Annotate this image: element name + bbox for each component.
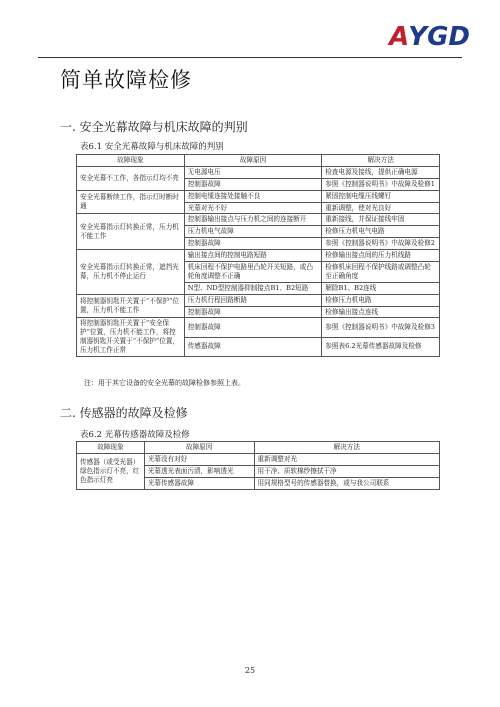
- logo-letter-a: A: [389, 22, 409, 52]
- section-heading-2: 二. 传感器的故障及检修: [60, 406, 188, 420]
- cause-cell: 控制器故障: [184, 238, 322, 250]
- cause-cell: 压力机电气故障: [184, 226, 322, 238]
- table-row: [77, 294, 440, 306]
- col-header-solution: 解决方法: [254, 442, 439, 454]
- table2-caption: 表6.2 光幕传感器故障及检修: [80, 430, 190, 440]
- cause-cell: 控制器故障: [184, 318, 322, 337]
- solution-cell: 检查电源及接线，提供正确电源: [322, 166, 440, 178]
- solution-cell: 检修输出接点连线: [322, 306, 440, 318]
- table-row: [77, 453, 440, 465]
- col-header-solution: 解决方法: [322, 155, 440, 167]
- solution-cell: 重新调整对光: [254, 453, 439, 465]
- cause-cell: 机床回程不保护电路里凸轮开关短路，或凸轮角度调整不正确: [184, 262, 322, 283]
- cause-cell: 光幕对光不好: [184, 202, 322, 214]
- solution-cell: 解除B1、B2连线: [322, 282, 440, 294]
- cause-cell: 控制器输出接点与压力机之间的连接断开: [184, 214, 322, 226]
- col-header-symptom: 故障现象: [77, 155, 185, 167]
- table-row: [77, 318, 440, 337]
- solution-cell: 参照《控制器说明书》中故障及检修2: [322, 238, 440, 250]
- solution-cell: 重新调整，使对光良好: [322, 202, 440, 214]
- symptom-cell: 安全光幕断续工作，指示灯时断时通: [77, 190, 185, 214]
- solution-cell: 检修压力机电气电路: [322, 226, 440, 238]
- logo-rest: YGD: [408, 22, 470, 52]
- cause-cell: 光幕透光表面污渍，影响透光: [144, 465, 254, 477]
- symptom-cell: 将控制器钥匙开关置于“安全保护”位置，压力机不能工作，将控制器钥匙开关置于“不保护”位置，压力机工作正常: [77, 318, 185, 357]
- solution-cell: 用干净、质软棉纱擦拭干净: [254, 465, 439, 477]
- symptom-cell: 安全光幕不工作，各指示灯均不亮: [77, 166, 185, 190]
- cause-cell: 控制器故障: [184, 306, 322, 318]
- solution-cell: 参照《控制器说明书》中故障及检修1: [322, 178, 440, 190]
- cause-cell: 无电源电压: [184, 166, 322, 178]
- cause-cell: N型、ND型控制器抑制接点B1、B2短路: [184, 282, 322, 294]
- cause-cell: 控制器故障: [184, 178, 322, 190]
- page-number: 25: [244, 666, 256, 675]
- table-row: [77, 214, 440, 226]
- symptom-cell: 传感器（或受光器）绿色指示灯不亮，红色指示灯亮: [77, 453, 145, 489]
- symptom-cell: 将控制器钥匙开关置于“不保护”位置，压力机不能工作: [77, 294, 185, 318]
- col-header-cause: 故障原因: [184, 155, 322, 167]
- fault-table-2: [76, 441, 440, 490]
- solution-cell: 检修压力机电路: [322, 294, 440, 306]
- page-title: 简单故障检修: [60, 68, 192, 92]
- solution-cell: 检修机床回程不保护线路或调整凸轮至正确角度: [322, 262, 440, 283]
- table1-caption: 表6.1 安全光幕故障与机床故障的判别: [80, 142, 224, 152]
- solution-cell: 紧固控制电缆压线螺钉: [322, 190, 440, 202]
- fault-table-1: [76, 154, 440, 357]
- cause-cell: 控制电缆连接处接触不良: [184, 190, 322, 202]
- table-row: [77, 166, 440, 178]
- table-note: 注：用于其它设备的安全光幕的故障检修参照上表。: [84, 379, 245, 387]
- solution-cell: 参照《控制器说明书》中故障及检修3: [322, 318, 440, 337]
- table-header-row: [77, 155, 440, 167]
- company-logo: [389, 22, 470, 52]
- table-row: [77, 190, 440, 202]
- solution-cell: 重新接线，并保证接线牢固: [322, 214, 440, 226]
- header-rule: [38, 57, 462, 58]
- section-heading-1: 一. 安全光幕故障与机床故障的判别: [60, 120, 248, 134]
- solution-cell: 检修输出接点间的压力机线路: [322, 250, 440, 262]
- symptom-cell: 安全光幕指示灯转换正常，压力机不能工作: [77, 214, 185, 250]
- cause-cell: 压力机行程回路断路: [184, 294, 322, 306]
- col-header-symptom: 故障现象: [77, 442, 145, 454]
- solution-cell: 用同规格型号的传感器替换，或与我公司联系: [254, 477, 439, 489]
- cause-cell: 光幕没有对好: [144, 453, 254, 465]
- solution-cell: 参照表6.2光幕传感器故障及检修: [322, 337, 440, 356]
- col-header-cause: 故障原因: [144, 442, 254, 454]
- cause-cell: 传感器故障: [184, 337, 322, 356]
- table-row: [77, 250, 440, 262]
- cause-cell: 光幕传感器故障: [144, 477, 254, 489]
- cause-cell: 输出接点间的控制电路短路: [184, 250, 322, 262]
- symptom-cell: 安全光幕指示灯转换正常，遮挡光幕，压力机不停止运行: [77, 250, 185, 295]
- table-header-row: [77, 442, 440, 454]
